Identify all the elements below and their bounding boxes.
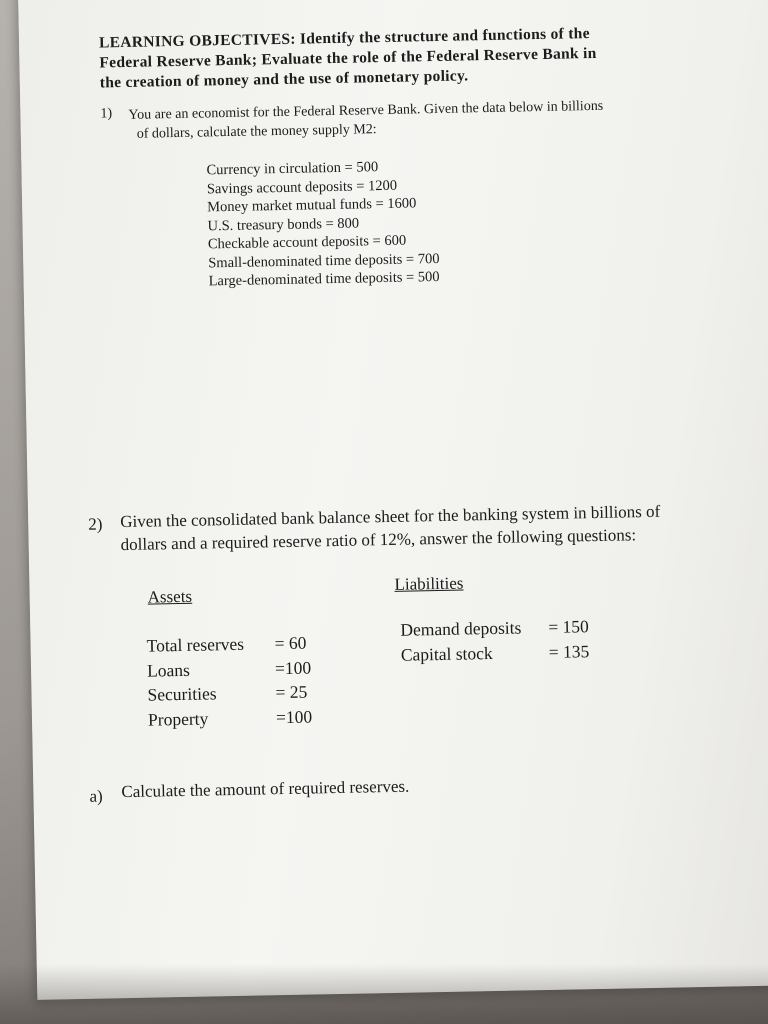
liabilities-list bbox=[400, 616, 590, 667]
heading-line-2: Federal Reserve Bank; Evaluate the role of the Federal Reserve Bank in bbox=[99, 44, 597, 72]
learning-objectives-heading bbox=[99, 24, 597, 94]
question-1-prompt bbox=[128, 97, 604, 144]
liability-value: = 135 bbox=[548, 640, 590, 662]
asset-value: =100 bbox=[275, 705, 313, 727]
liability-value: = 150 bbox=[548, 616, 590, 637]
liabilities-heading: Liabilities bbox=[394, 573, 464, 594]
asset-label: Loans bbox=[146, 659, 191, 681]
asset-value: = 25 bbox=[275, 681, 308, 703]
heading-line-1: LEARNING OBJECTIVES: Identify the structure and functions of the bbox=[98, 25, 590, 52]
question-2-line-1: Given the consolidated bank balance sheet for the banking system in billions of bbox=[120, 501, 661, 532]
list-item: Checkable account deposits = 600 bbox=[207, 232, 407, 253]
list-item: Large-denominated time deposits = 500 bbox=[208, 268, 440, 290]
question-1-line-1: You are an economist for the Federal Reserve Bank. Given the data below in billions bbox=[128, 98, 604, 123]
question-1-number: 1) bbox=[100, 106, 113, 122]
heading-line-3: the creation of money and the use of monetary policy. bbox=[99, 67, 469, 92]
list-item: Savings account deposits = 1200 bbox=[206, 177, 398, 197]
liability-label: Demand deposits bbox=[400, 617, 522, 640]
worksheet-page bbox=[18, 0, 768, 1000]
money-supply-data-list bbox=[206, 157, 440, 291]
asset-label: Total reserves bbox=[146, 633, 245, 656]
assets-list bbox=[146, 632, 313, 732]
question-2-number: 2) bbox=[88, 514, 103, 534]
question-2-line-2: dollars and a required reserve ratio of 12%, answer the following questions: bbox=[120, 525, 637, 555]
question-1-line-2: of dollars, calculate the money supply M2: bbox=[136, 122, 377, 142]
part-a-prompt: Calculate the amount of required reserves. bbox=[121, 776, 410, 802]
asset-value: = 60 bbox=[274, 632, 307, 654]
question-2-prompt bbox=[120, 500, 661, 556]
list-item: Small-denominated time deposits = 700 bbox=[208, 250, 440, 271]
part-a-letter: a) bbox=[89, 786, 103, 806]
asset-label: Securities bbox=[147, 683, 217, 705]
assets-heading: Assets bbox=[147, 586, 193, 607]
list-item: Money market mutual funds = 1600 bbox=[207, 195, 417, 216]
page-bottom-shadow bbox=[0, 964, 768, 1024]
asset-value: =100 bbox=[274, 656, 312, 678]
liability-label: Capital stock bbox=[400, 642, 493, 665]
list-item: U.S. treasury bonds = 800 bbox=[207, 214, 360, 234]
asset-label: Property bbox=[147, 707, 209, 730]
list-item: Currency in circulation = 500 bbox=[206, 159, 379, 179]
